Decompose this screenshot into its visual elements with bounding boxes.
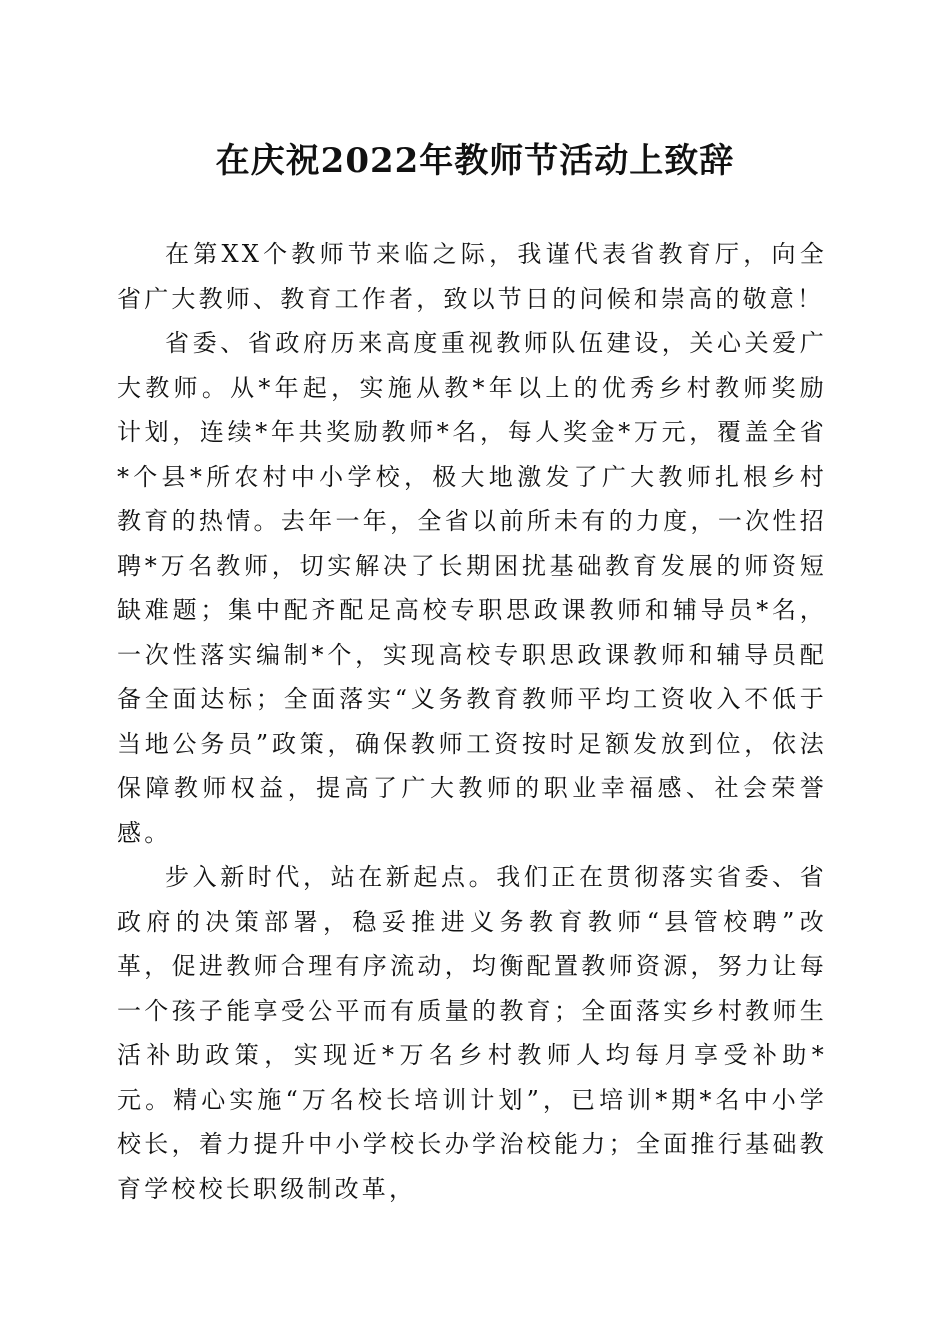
paragraph-achievements: 省委、省政府历来高度重视教师队伍建设，关心关爱广大教师。从*年起，实施从教*年以上的优秀乡村教师奖励计划，连续*年共奖励教师*名，每人奖金*万元，覆盖全省*个县*所农村中小学校，极大地激发了广大教师扎根乡村教育的热情。去年一年，全省以前所未有的力度，一次性招聘*万名教师，切实解决了长期困扰基础教育发展的师资短缺难题；集中配齐配足高校专职思政课教师和辅导员*名，一次性落实编制*个，实现高校专职思政课教师和辅导员配备全面达标；全面落实“义务教育教师平均工资收入不低于当地公务员”政策，确保教师工资按时足额发放到位，依法保障教师权益，提高了广大教师的职业幸福感、社会荣誉感。 (117, 329, 827, 847)
paragraph-new-era: 步入新时代，站在新起点。我们正在贯彻落实省委、省政府的决策部署，稳妥推进义务教育教师“县管校聘”改革，促进教师合理有序流动，均衡配置教师资源，努力让每一个孩子能享受公平而有质量的教育；全面落实乡村教师生活补助政策，实现近*万名乡村教师人均每月享受补助*元。精心实施“万名校长培训计划”，已培训*期*名中小学校长，着力提升中小学校长办学治校能力；全面推行基础教育学校校长职级制改革， (117, 863, 827, 1203)
document-title: 在庆祝2022年教师节活动上致辞 (215, 141, 735, 181)
document-body (117, 232, 827, 1211)
paragraph-greeting: 在第XX个教师节来临之际，我谨代表省教育厅，向全省广大教师、教育工作者，致以节日的问候和崇高的敬意！ (117, 240, 827, 313)
